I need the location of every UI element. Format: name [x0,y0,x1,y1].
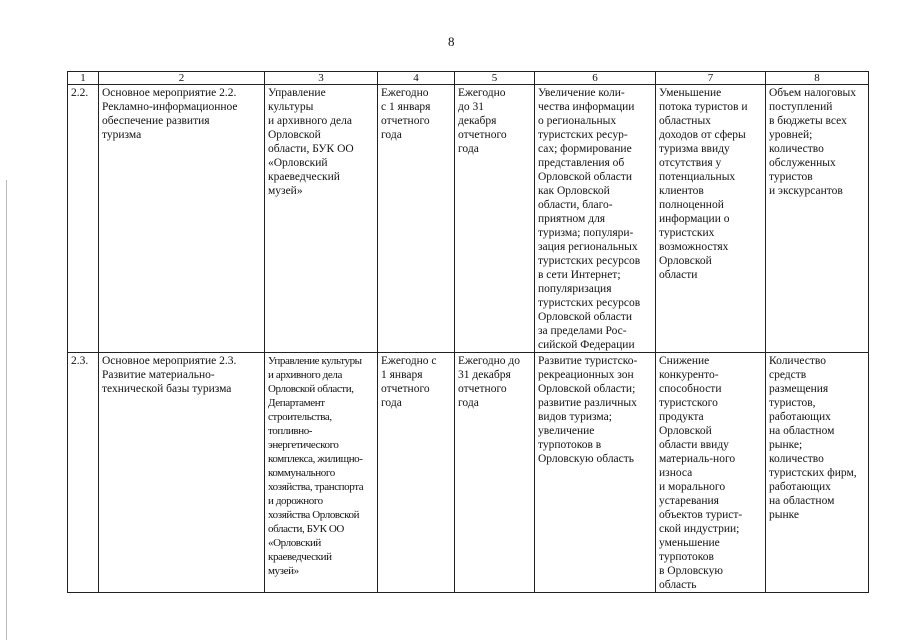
cell-line: туризма ввиду [659,143,730,155]
cell-line: износа [659,467,693,479]
cell-line: ской индустрии; [659,523,740,535]
start-date [378,85,455,353]
cell-line: с 1 января [381,101,431,113]
cell-line: отсутствия у [659,157,722,169]
cell-line: коммунального [268,467,335,479]
cell-line: музей» [268,185,303,197]
cell-line: Рекламно-информационное [102,101,238,113]
cell-line: устаревания [659,495,719,507]
cell-line: областных [659,115,711,127]
cell-line: хозяйства, транспорта [268,481,364,493]
cell-line: Развитие материально- [102,369,215,381]
cell-line: энергетического [268,439,339,451]
header-col-7: 7 [656,72,766,85]
header-col-2: 2 [99,72,265,85]
cell-line: Орловской области [538,171,633,183]
non-implementation-consequence [656,85,766,353]
cell-line: области, благо- [538,199,613,211]
expected-result [535,85,656,353]
cell-line: уровней; [769,129,813,141]
cell-line: возможностях [659,241,729,253]
cell-line: сах; формирование [538,143,632,155]
header-col-1: 1 [68,72,99,85]
cell-line: Орловской области; [538,383,636,395]
cell-line: туризма [102,129,142,141]
cell-line: Увеличение коли- [538,87,625,99]
cell-line: рекреационных зон [538,369,634,381]
cell-line: обслуженных [769,157,836,169]
end-date [455,85,535,353]
cell-line: на областном [769,425,835,437]
cell-line: на областном [769,495,835,507]
table-header-row [68,72,869,85]
cell-line: популяризация [538,283,612,295]
cell-line: зация региональных [538,241,638,253]
cell-line: Ежегодно с [381,355,437,367]
cell-line: приятном для [538,213,606,225]
cell-line: доходов от сферы [659,129,746,141]
cell-line: чества информации [538,101,635,113]
cell-line: Ежегодно [381,87,429,99]
table-row [68,85,869,353]
cell-line: года [381,129,402,141]
header-col-8: 8 [766,72,869,85]
cell-line: размещения [769,383,829,395]
cell-line: информации о [659,213,730,225]
cell-line: область [659,579,697,591]
cell-line: средств [769,369,807,381]
event-name [99,85,265,353]
cell-line: туристских ресурсов [538,255,641,267]
cell-line: года [458,397,479,409]
cell-line: области ввиду [659,439,729,451]
cell-line: потока туристов и [659,101,748,113]
cell-line: увеличение [538,425,595,437]
cell-line: обеспечение развития [102,115,210,127]
cell-line: конкуренто- [659,369,719,381]
cell-line: технической базы туризма [102,383,232,395]
cell-line: рынке; [769,439,803,451]
cell-line: материаль-ного [659,453,736,465]
cell-line: туристских [659,227,715,239]
table-row [68,353,869,593]
cell-line: продукта [659,411,704,423]
cell-line: клиентов [659,185,704,197]
cell-line: топливно- [268,425,313,437]
cell-line: Основное мероприятие 2.3. [102,355,237,367]
cell-line: о региональных [538,115,617,127]
cell-line: Орловской [268,129,321,141]
cell-line: рынке [769,509,800,521]
cell-line: туризма; популяри- [538,227,634,239]
cell-line: отчетного [381,383,430,395]
cell-line: потенциальных [659,171,736,183]
indicator-link [766,85,869,353]
header-col-5: 5 [455,72,535,85]
cell-line: 31 декабря [458,369,511,381]
cell-line: туристских ресур- [538,129,628,141]
cell-line: турпотоков [659,551,714,563]
cell-line: области, БУК ОО [268,143,354,155]
cell-line: количество [769,453,824,465]
cell-line: сийской Федерации [538,339,635,351]
start-date [378,353,455,593]
header-col-6: 6 [535,72,656,85]
cell-line: турпотоков в [538,439,602,451]
page-number: 8 [448,34,455,49]
row-number: 2.3. [68,353,99,593]
cell-line: музей» [268,565,299,577]
cell-line: Орловской области, [268,383,354,395]
non-implementation-consequence [656,353,766,593]
cell-line: комплекса, жилищно- [268,453,363,465]
header-col-3: 3 [265,72,378,85]
cell-line: и архивного дела [268,115,352,127]
cell-line: Орловской области [538,311,633,323]
cell-line: Управление [268,87,326,99]
cell-line: «Орловский [268,537,321,549]
event-name [99,353,265,593]
cell-line: области [659,269,698,281]
cell-line: строительства, [268,411,332,423]
cell-line: краеведческий [268,171,340,183]
cell-line: до 31 [458,101,484,113]
cell-line: Уменьшение [659,87,722,99]
cell-line: Орловской [659,255,712,267]
events-table [67,71,869,593]
cell-line: Объем налоговых [769,87,857,99]
expected-result [535,353,656,593]
cell-line: хозяйства Орловской [268,509,360,521]
cell-line: туристских фирм, [769,467,857,479]
cell-line: и морального [659,481,726,493]
cell-line: отчетного [458,129,507,141]
cell-line: года [458,143,479,155]
row-number: 2.2. [68,85,99,353]
cell-line: туристского [659,397,718,409]
cell-line: работающих [769,411,831,423]
cell-line: Основное мероприятие 2.2. [102,87,237,99]
cell-line: культуры [268,101,314,113]
cell-line: в Орловскую [659,565,723,577]
cell-line: полноценной [659,199,724,211]
end-date [455,353,535,593]
cell-line: работающих [769,481,831,493]
cell-line: «Орловский [268,157,328,169]
cell-line: 1 января [381,369,423,381]
cell-line: Ежегодно до [458,355,521,367]
cell-line: отчетного [381,115,430,127]
scan-edge-line [6,180,7,640]
cell-line: в сети Интернет; [538,269,621,281]
cell-line: отчетного [458,383,507,395]
cell-line: и архивного дела [268,369,342,381]
cell-line: и дорожного [268,495,323,507]
cell-line: представления об [538,157,625,169]
cell-line: области, БУК ОО [268,523,344,535]
indicator-link [766,353,869,593]
executor [265,353,378,593]
cell-line: Снижение [659,355,710,367]
cell-line: туристов [769,171,813,183]
cell-line: в бюджеты всех [769,115,847,127]
cell-line: Управление культуры [268,355,362,367]
cell-line: как Орловской [538,185,610,197]
cell-line: Развитие туристско- [538,355,638,367]
executor [265,85,378,353]
cell-line: поступлений [769,101,833,113]
cell-line: декабря [458,115,497,127]
cell-line: видов туризма; [538,411,612,423]
cell-line: туристов, [769,397,816,409]
cell-line: развитие различных [538,397,637,409]
cell-line: Количество [769,355,826,367]
cell-line: Орловскую область [538,453,635,465]
cell-line: туристских ресурсов [538,297,641,309]
header-col-4: 4 [378,72,455,85]
cell-line: Орловской [659,425,712,437]
cell-line: уменьшение [659,537,720,549]
cell-line: количество [769,143,824,155]
cell-line: краеведческий [268,551,332,563]
cell-line: за пределами Рос- [538,325,627,337]
cell-line: объектов турист- [659,509,743,521]
cell-line: и экскурсантов [769,185,843,197]
cell-line: способности [659,383,722,395]
cell-line: года [381,397,402,409]
cell-line: Департамент [268,397,325,409]
cell-line: Ежегодно [458,87,506,99]
